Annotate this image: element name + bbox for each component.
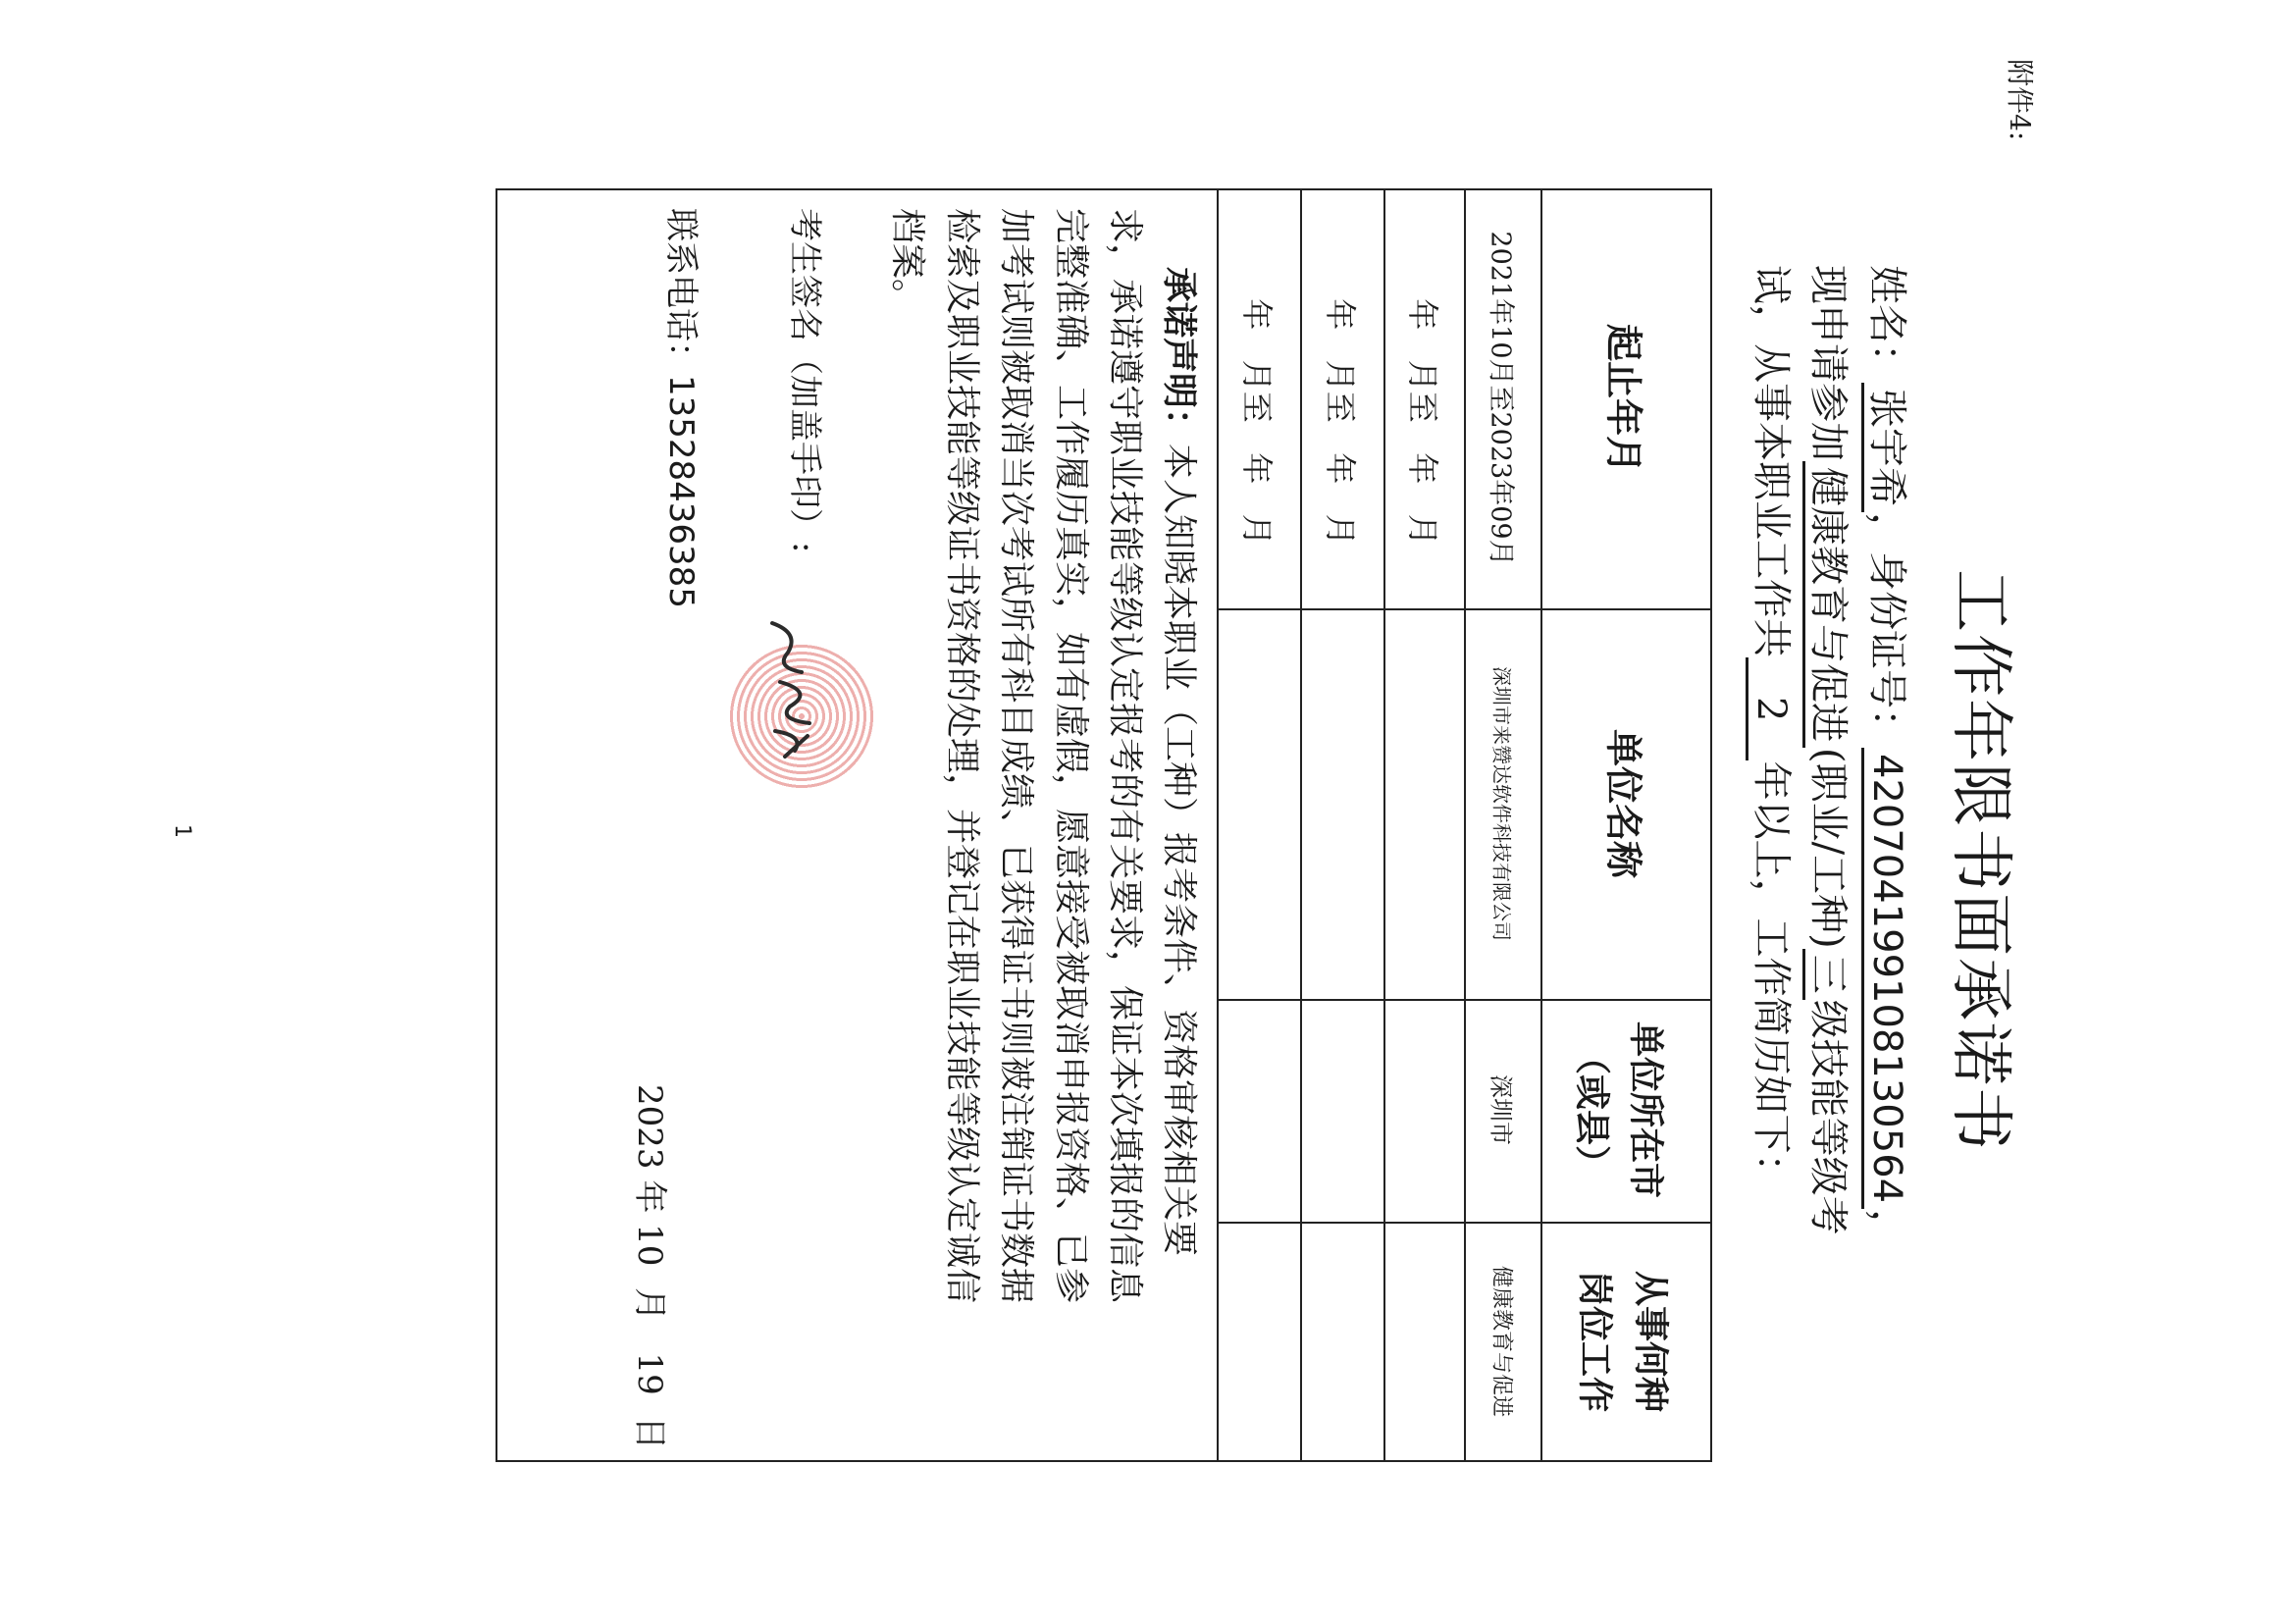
intro-line-1 bbox=[1862, 265, 1918, 1248]
row-2-period: 年 月至 年 月 bbox=[1404, 298, 1441, 546]
declaration-line-6: 档案。 bbox=[887, 208, 927, 315]
intro-line-3 bbox=[1747, 265, 1802, 1192]
declaration-line-3: 完整准确、工作履历真实，如有虚假，愿意接受被取消申报资格、已参 bbox=[1051, 208, 1091, 1304]
declaration-line-2: 求，承诺遵守职业技能等级认定报考的有关要求，保证本次填报的信息 bbox=[1105, 208, 1145, 1304]
id-label: ，身份证号： bbox=[1864, 512, 1909, 748]
declaration-line-4: 加考试则被取消当次考试所有科目成绩、已获得证书则被注销证书数据 bbox=[996, 208, 1036, 1304]
declaration-label: 承诺声明： bbox=[1159, 267, 1200, 445]
id-number: 420704199108130564 bbox=[1861, 748, 1909, 1209]
id-suffix: ， bbox=[1864, 1209, 1909, 1249]
row-1-unit: 深圳市来赞达软件科技有限公司 bbox=[1489, 666, 1514, 941]
header-city-line-2: （或县） bbox=[1571, 1038, 1613, 1181]
signature-handwriting bbox=[760, 613, 829, 760]
row-4-period: 年 月至 年 月 bbox=[1238, 298, 1276, 546]
occupation-value: 健康教育与促进 bbox=[1802, 461, 1851, 748]
header-post-line-1: 从事何种 bbox=[1630, 1270, 1672, 1413]
row-1-period: 2021年10月至2023年09月 bbox=[1485, 231, 1516, 566]
page-number: 1 bbox=[170, 824, 194, 838]
header-unit: 单位名称 bbox=[1601, 728, 1646, 879]
signed-date: 2023 年 10 月 19 日 bbox=[630, 1084, 669, 1450]
level-suffix: 级技能等级考 bbox=[1805, 999, 1851, 1235]
signature-label: 考生签名（加盖手印）: bbox=[785, 208, 824, 553]
phone-line bbox=[660, 208, 708, 608]
years-value: 2 bbox=[1746, 657, 1794, 760]
row-3-period: 年 月至 年 月 bbox=[1322, 298, 1359, 546]
row-1-post: 健康教育与促进 bbox=[1488, 1265, 1514, 1418]
phone-number: 13528436385 bbox=[661, 375, 701, 608]
declaration-line-5: 检索及职业技能等级证书资格的处理，并登记在职业技能等级认定诚信 bbox=[942, 208, 982, 1304]
header-period: 起止年月 bbox=[1601, 323, 1646, 474]
page-title: 工作年限书面承诺书 bbox=[1944, 569, 2016, 1152]
name-label: 姓名： bbox=[1864, 265, 1909, 383]
name-value: 张宇希 bbox=[1861, 383, 1909, 512]
occupation-note: (职业/工种) bbox=[1805, 748, 1851, 949]
level-value: 三 bbox=[1802, 949, 1851, 1000]
years-prefix: 试，从事本职业工作共 bbox=[1748, 265, 1794, 657]
phone-label: 联系电话： bbox=[661, 208, 701, 375]
declaration-text-1: 本人知晓本职业（工种）报考条件、资格审核相关要 bbox=[1159, 444, 1199, 1257]
intro-line-2 bbox=[1803, 265, 1859, 1235]
apply-prefix: 现申请参加 bbox=[1805, 265, 1851, 461]
years-suffix: 年以上，工作简历如下： bbox=[1748, 760, 1794, 1193]
row-1-city: 深圳市 bbox=[1487, 1074, 1515, 1145]
header-post-line-2: 岗位工作 bbox=[1574, 1270, 1616, 1413]
attachment-label: 附件4: bbox=[2004, 59, 2036, 141]
declaration-line-1 bbox=[1157, 267, 1207, 1256]
header-city-line-1: 单位所在市 bbox=[1625, 1021, 1667, 1199]
